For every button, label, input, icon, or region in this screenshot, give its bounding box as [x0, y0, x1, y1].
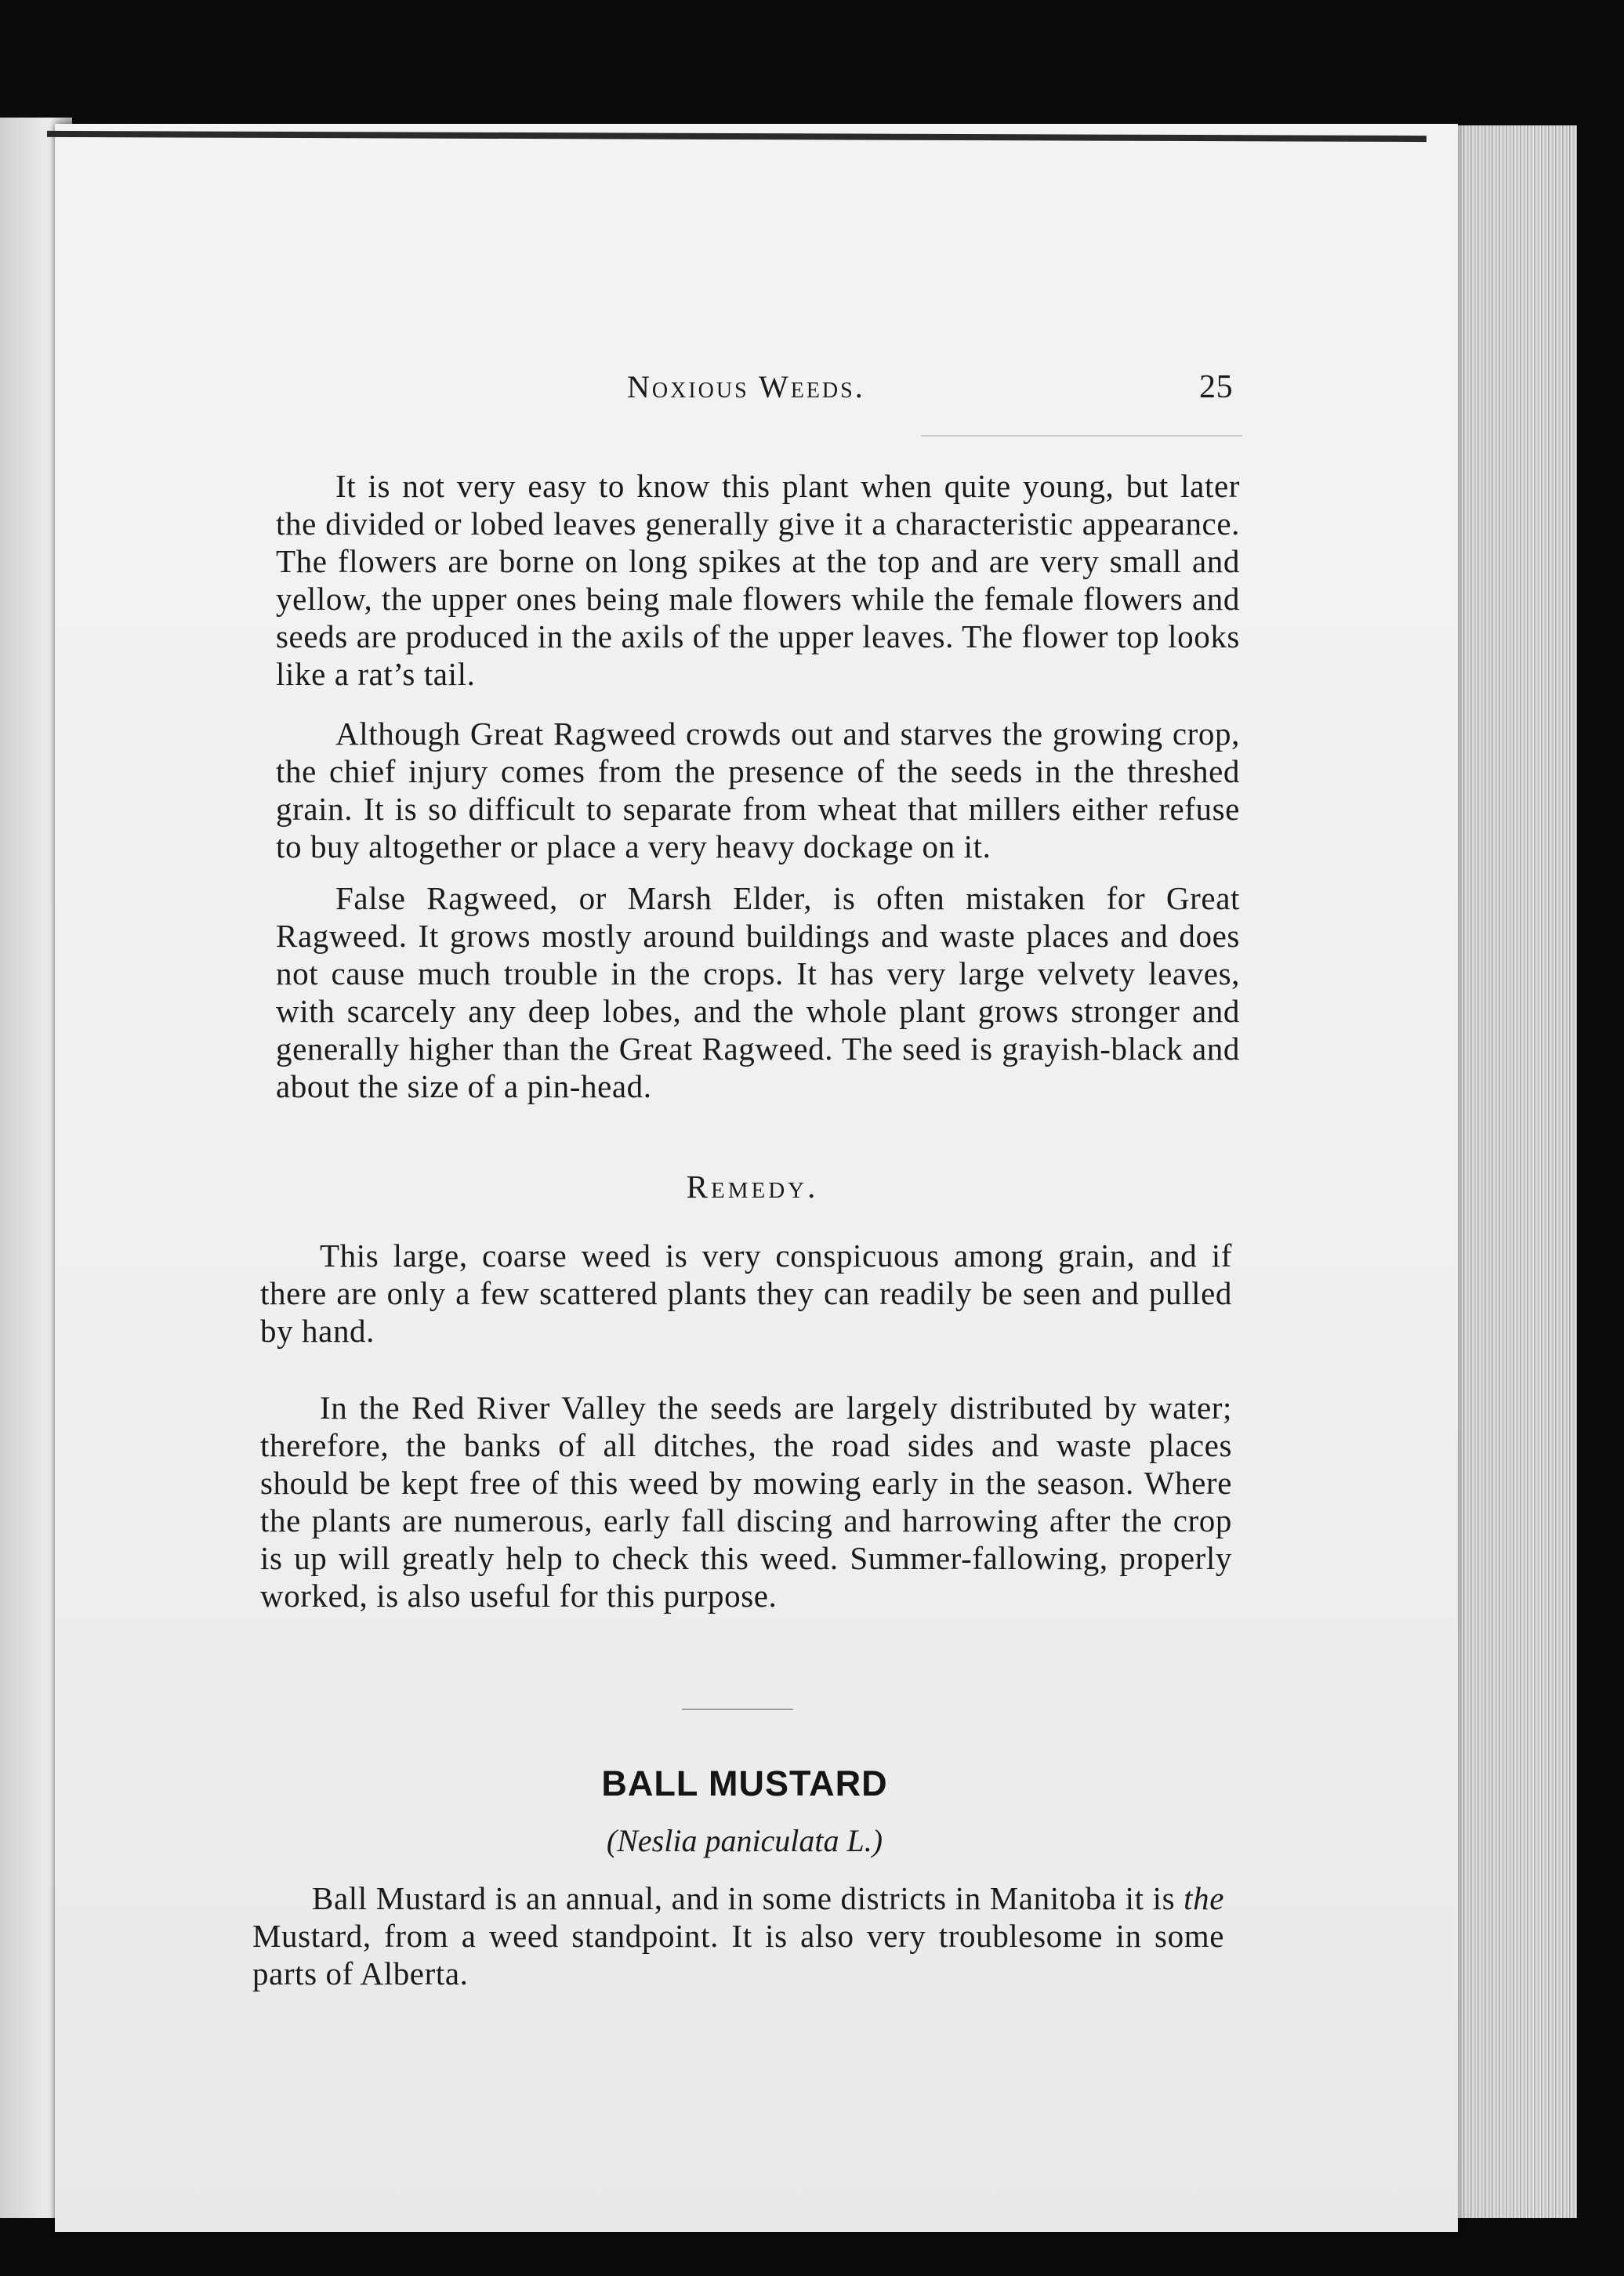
remedy-heading: Remedy.	[686, 1169, 819, 1205]
paragraph-great-ragweed-injury: Although Great Ragweed crowds out and starves the growing crop, the chief injury comes from the presence of the seeds in the threshed grain. It is so difficult to separate from wheat that millers either refuse to buy altogether or place a very heavy dockage on it.	[276, 716, 1240, 864]
ball-mustard-text-2: Mustard, from a weed standpoint. It is also very troublesome in some parts of Alberta.	[252, 1918, 1224, 1992]
section-divider	[682, 1709, 793, 1710]
body-text-block-1	[276, 467, 1240, 1105]
running-header: Noxious Weeds.	[627, 369, 865, 404]
ball-mustard-text-1: Ball Mustard is an annual, and in some districts in Manitoba it is	[312, 1880, 1184, 1916]
paragraph-remedy-pull: This large, coarse weed is very conspicuous among grain, and if there are only a few scattered plants they can readily be seen and pulled by hand.	[260, 1238, 1232, 1349]
latin-name: (Neslia paniculata L.)	[606, 1823, 883, 1858]
paragraph-rats-tail: It is not very easy to know this plant when quite young, but later the divided or lobed leaves generally give it a characteristic appearance. The flowers are borne on long spikes at the top and are very small and yellow, the upper ones being male flowers while the female flowers and seeds are produced in the axils of the upper leaves. The flower top looks like a rat’s tail.	[276, 468, 1240, 692]
paragraph-false-ragweed: False Ragweed, or Marsh Elder, is often mistaken for Great Ragweed. It grows mostly around buildings and waste places and does not cause much trouble in the crops. It has very large velvety leaves, with scarcely any deep lobes, and the whole plant grows stronger and generally higher than the Great Ragweed. The seed is grayish-black and about the size of a pin-head.	[276, 880, 1240, 1104]
body-text-block-2	[260, 1237, 1232, 1615]
page-number: 25	[1199, 369, 1234, 405]
header-rule	[921, 435, 1242, 437]
paragraph-remedy-red-river: In the Red River Valley the seeds are largely distributed by water; therefore, the banks of all ditches, the road sides and waste places should be kept free of this weed by mowing early in the season. Where the plants are numerous, early fall discing and harrowing after the crop is up will greatly help to check this weed. Summer-fallowing, properly worked, is also useful for this purpose.	[260, 1390, 1232, 1614]
section-title: BALL MUSTARD	[601, 1763, 888, 1803]
ball-mustard-italic: the	[1184, 1880, 1224, 1916]
body-text-block-3	[252, 1879, 1224, 1992]
paragraph-ball-mustard	[252, 1879, 1224, 1992]
